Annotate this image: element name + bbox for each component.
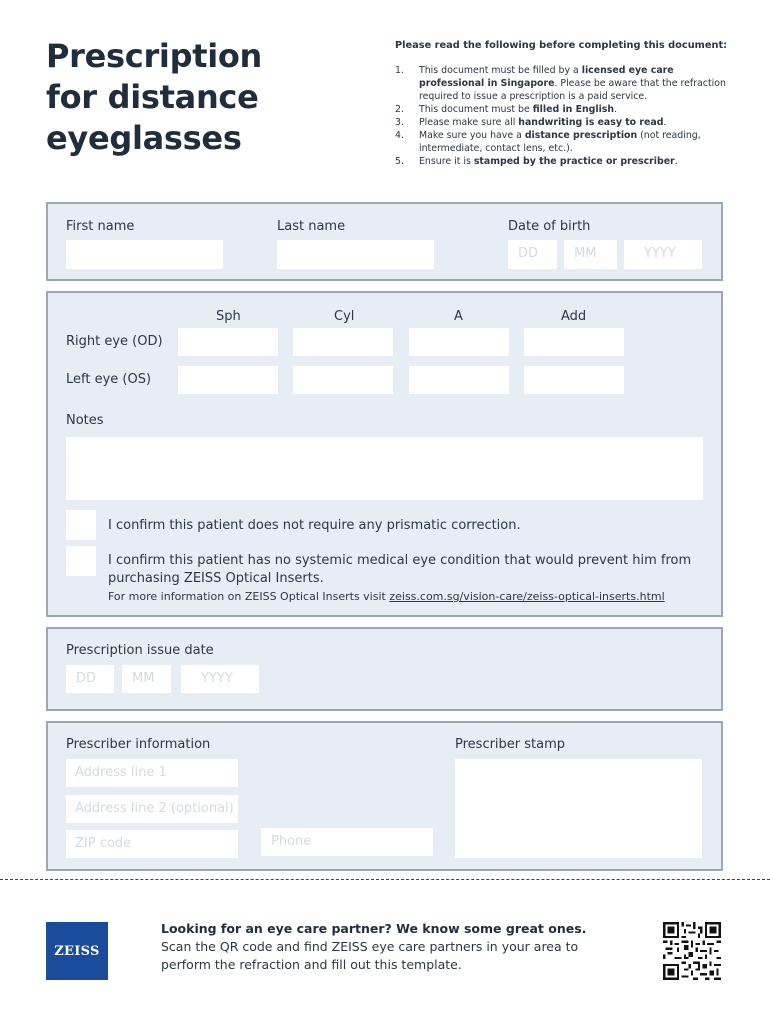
phone-field[interactable] <box>261 828 433 856</box>
column-cyl: Cyl <box>334 309 355 324</box>
instructions-heading: Please read the following before completing this document: <box>395 40 728 51</box>
first-name-field[interactable] <box>66 240 223 269</box>
address-line-2-placeholder: Address line 2 (optional) <box>75 801 234 816</box>
dob-label: Date of birth <box>508 219 591 234</box>
prescriber-stamp-area[interactable] <box>455 759 702 858</box>
left-axis-field[interactable] <box>409 366 509 394</box>
issue-date-panel <box>46 627 723 711</box>
instruction-item: 3. Please make sure all handwriting is easy to read. <box>395 117 667 128</box>
dob-year-placeholder: YYYY <box>644 246 676 261</box>
dob-day-field[interactable] <box>508 240 557 269</box>
promo-heading: Looking for an eye care partner? We know some great ones. <box>161 921 587 936</box>
more-info-text: For more information on ZEISS Optical Inserts visit <box>108 590 390 603</box>
address-line-2-field[interactable] <box>66 795 238 823</box>
issue-year-placeholder: YYYY <box>201 671 233 686</box>
prescription-panel <box>46 291 723 617</box>
address-line-1-placeholder: Address line 1 <box>75 765 167 780</box>
instruction-item: 1. This document must be filled by a licensed eye care professional in Singapore. Please be aware that the refraction required to issue a prescription is a paid service. <box>395 65 726 102</box>
issue-date-label: Prescription issue date <box>66 643 214 658</box>
zeiss-logo: ZEISS <box>46 922 108 980</box>
instructions <box>395 40 735 168</box>
confirm-systemic-text-line2: purchasing ZEISS Optical Inserts. <box>108 571 324 586</box>
cut-line <box>0 879 770 880</box>
right-cyl-field[interactable] <box>293 328 393 356</box>
left-eye-label: Left eye (OS) <box>66 372 152 387</box>
zip-code-field[interactable] <box>66 830 238 858</box>
title-line-3: eyeglasses <box>46 119 242 157</box>
address-line-1-field[interactable] <box>66 759 238 787</box>
confirm-prismatic-text: I confirm this patient does not require any prismatic correction. <box>108 518 521 533</box>
systemic-checkbox[interactable] <box>66 546 96 576</box>
prescriber-stamp-label: Prescriber stamp <box>455 737 566 752</box>
last-name-label: Last name <box>277 219 346 234</box>
first-name-label: First name <box>66 219 135 234</box>
dob-day-placeholder: DD <box>518 246 539 261</box>
qr-code-icon[interactable] <box>662 922 722 980</box>
instruction-item: 5. Ensure it is stamped by the practice or prescriber. <box>395 156 678 167</box>
issue-month-field[interactable] <box>122 665 171 693</box>
issue-day-field[interactable] <box>66 665 114 693</box>
dob-month-placeholder: MM <box>574 246 597 261</box>
right-sph-field[interactable] <box>178 328 278 356</box>
instruction-item: 2. This document must be filled in English. <box>395 104 618 115</box>
column-axis: A <box>454 309 463 324</box>
confirm-systemic-text-line1: I confirm this patient has no systemic medical eye condition that would prevent him from <box>108 553 692 568</box>
notes-field[interactable] <box>66 437 703 500</box>
issue-day-placeholder: DD <box>76 671 97 686</box>
right-add-field[interactable] <box>524 328 624 356</box>
prismatic-checkbox[interactable] <box>66 510 96 540</box>
zip-code-placeholder: ZIP code <box>75 836 132 851</box>
left-cyl-field[interactable] <box>293 366 393 394</box>
page-title <box>46 36 346 159</box>
notes-label: Notes <box>66 413 104 428</box>
column-add: Add <box>561 309 587 324</box>
patient-panel <box>46 202 723 281</box>
prescriber-panel <box>46 721 723 871</box>
left-add-field[interactable] <box>524 366 624 394</box>
instruction-item: 4. Make sure you have a distance prescription (not reading, intermediate, contact lens, etc.). <box>395 130 701 154</box>
more-info-link[interactable]: zeiss.com.sg/vision-care/zeiss-optical-inserts.html <box>389 590 665 603</box>
dob-year-field[interactable] <box>624 240 702 269</box>
left-sph-field[interactable] <box>178 366 278 394</box>
right-eye-label: Right eye (OD) <box>66 334 163 349</box>
title-line-2: for distance <box>46 78 259 116</box>
issue-month-placeholder: MM <box>132 671 155 686</box>
more-info-note <box>108 590 665 603</box>
right-axis-field[interactable] <box>409 328 509 356</box>
promo-text: Scan the QR code and find ZEISS eye care partners in your area to perform the refraction and fill out this template. <box>161 939 579 972</box>
dob-month-field[interactable] <box>564 240 617 269</box>
title-line-1: Prescription <box>46 37 263 75</box>
instructions-list <box>395 64 735 168</box>
column-sph: Sph <box>216 309 241 324</box>
last-name-field[interactable] <box>277 240 434 269</box>
phone-placeholder: Phone <box>271 834 312 849</box>
prescriber-info-label: Prescriber information <box>66 737 211 752</box>
issue-year-field[interactable] <box>181 665 259 693</box>
